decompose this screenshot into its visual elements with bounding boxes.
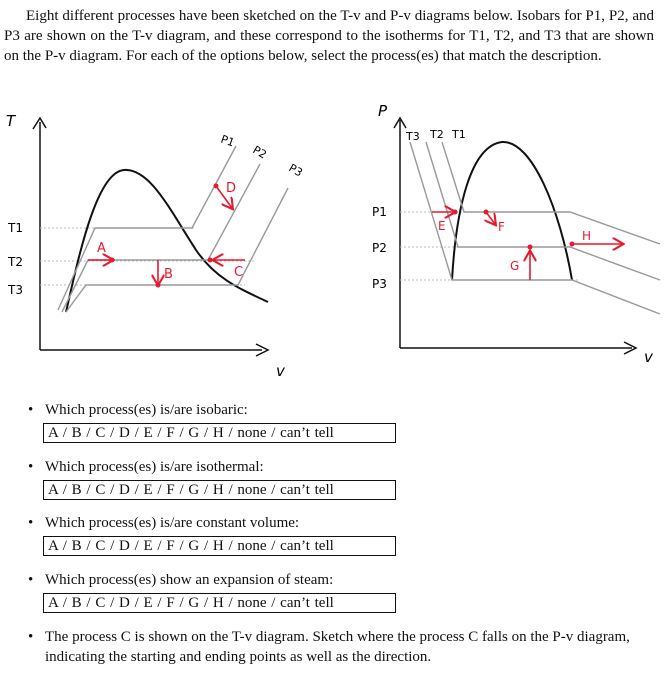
pv-process-e-label: E: [438, 219, 446, 233]
pv-process-h-label: H: [582, 229, 592, 243]
tv-y-label: T: [6, 112, 16, 130]
pv-label-p2: P2: [372, 241, 387, 255]
bullet-icon: •: [28, 402, 34, 418]
question-text: Which process(es) is/are isothermal:: [45, 459, 264, 475]
tv-label-t1: T1: [8, 221, 23, 235]
pv-y-label: P: [378, 102, 388, 120]
options-box-isothermal[interactable]: A / B / C / D / E / F / G / H / none / can’t tell: [43, 480, 396, 500]
pv-label-p1: P1: [372, 205, 387, 219]
bullet-icon: •: [28, 572, 34, 588]
options-box-constant-volume[interactable]: A / B / C / D / E / F / G / H / none / can’t tell: [43, 536, 396, 556]
question-text: Which process(es) is/are isobaric:: [45, 402, 248, 418]
bullet-icon: •: [28, 629, 34, 645]
question-text: Which process(es) is/are constant volume:: [45, 515, 300, 531]
options-box-expansion[interactable]: A / B / C / D / E / F / G / H / none / can’t tell: [43, 593, 396, 613]
tv-label-p3: P3: [286, 161, 305, 180]
pv-isotherm-t1: [442, 142, 660, 244]
pv-process-f-label: F: [498, 220, 505, 234]
tv-process-b-label: B: [164, 267, 173, 282]
question-text: The process C is shown on the T-v diagram. Sketch where the process C falls on the P-v diagram, indicating the starting and ending points as well as the direction.: [45, 629, 630, 665]
pv-label-p3: P3: [372, 277, 387, 291]
pv-x-label: v: [644, 348, 653, 366]
question-text: Which process(es) show an expansion of steam:: [45, 572, 334, 588]
tv-label-p2: P2: [250, 143, 269, 162]
tv-label-t3: T3: [8, 283, 23, 297]
bullet-icon: •: [28, 515, 34, 531]
pv-label-t2: T2: [430, 128, 444, 141]
tv-x-label: v: [276, 362, 285, 380]
pv-diagram: [360, 100, 664, 375]
bullet-icon: •: [28, 459, 34, 475]
tv-label-t2: T2: [8, 255, 23, 269]
tv-diagram: [0, 100, 305, 390]
pv-label-t3: T3: [406, 130, 420, 143]
tv-label-p1: P1: [218, 132, 237, 150]
tv-process-c-label: C: [234, 265, 244, 280]
pv-label-t1: T1: [452, 128, 466, 141]
tv-process-d-label: D: [226, 181, 237, 196]
intro-paragraph: Eight different processes have been sketched on the T-v and P-v diagrams below. Isobars for P1, P2, and P3 are shown on the T-v diagram, and these correspond to the isotherms for T1, T2, and T3 that are shown on the P-v diagram. For each of the options below, select the process(es) that match the description.: [4, 8, 654, 64]
options-box-isobaric[interactable]: A / B / C / D / E / F / G / H / none / can’t tell: [43, 423, 396, 443]
tv-process-a-label: A: [97, 241, 106, 256]
pv-process-g-label: G: [510, 259, 520, 273]
